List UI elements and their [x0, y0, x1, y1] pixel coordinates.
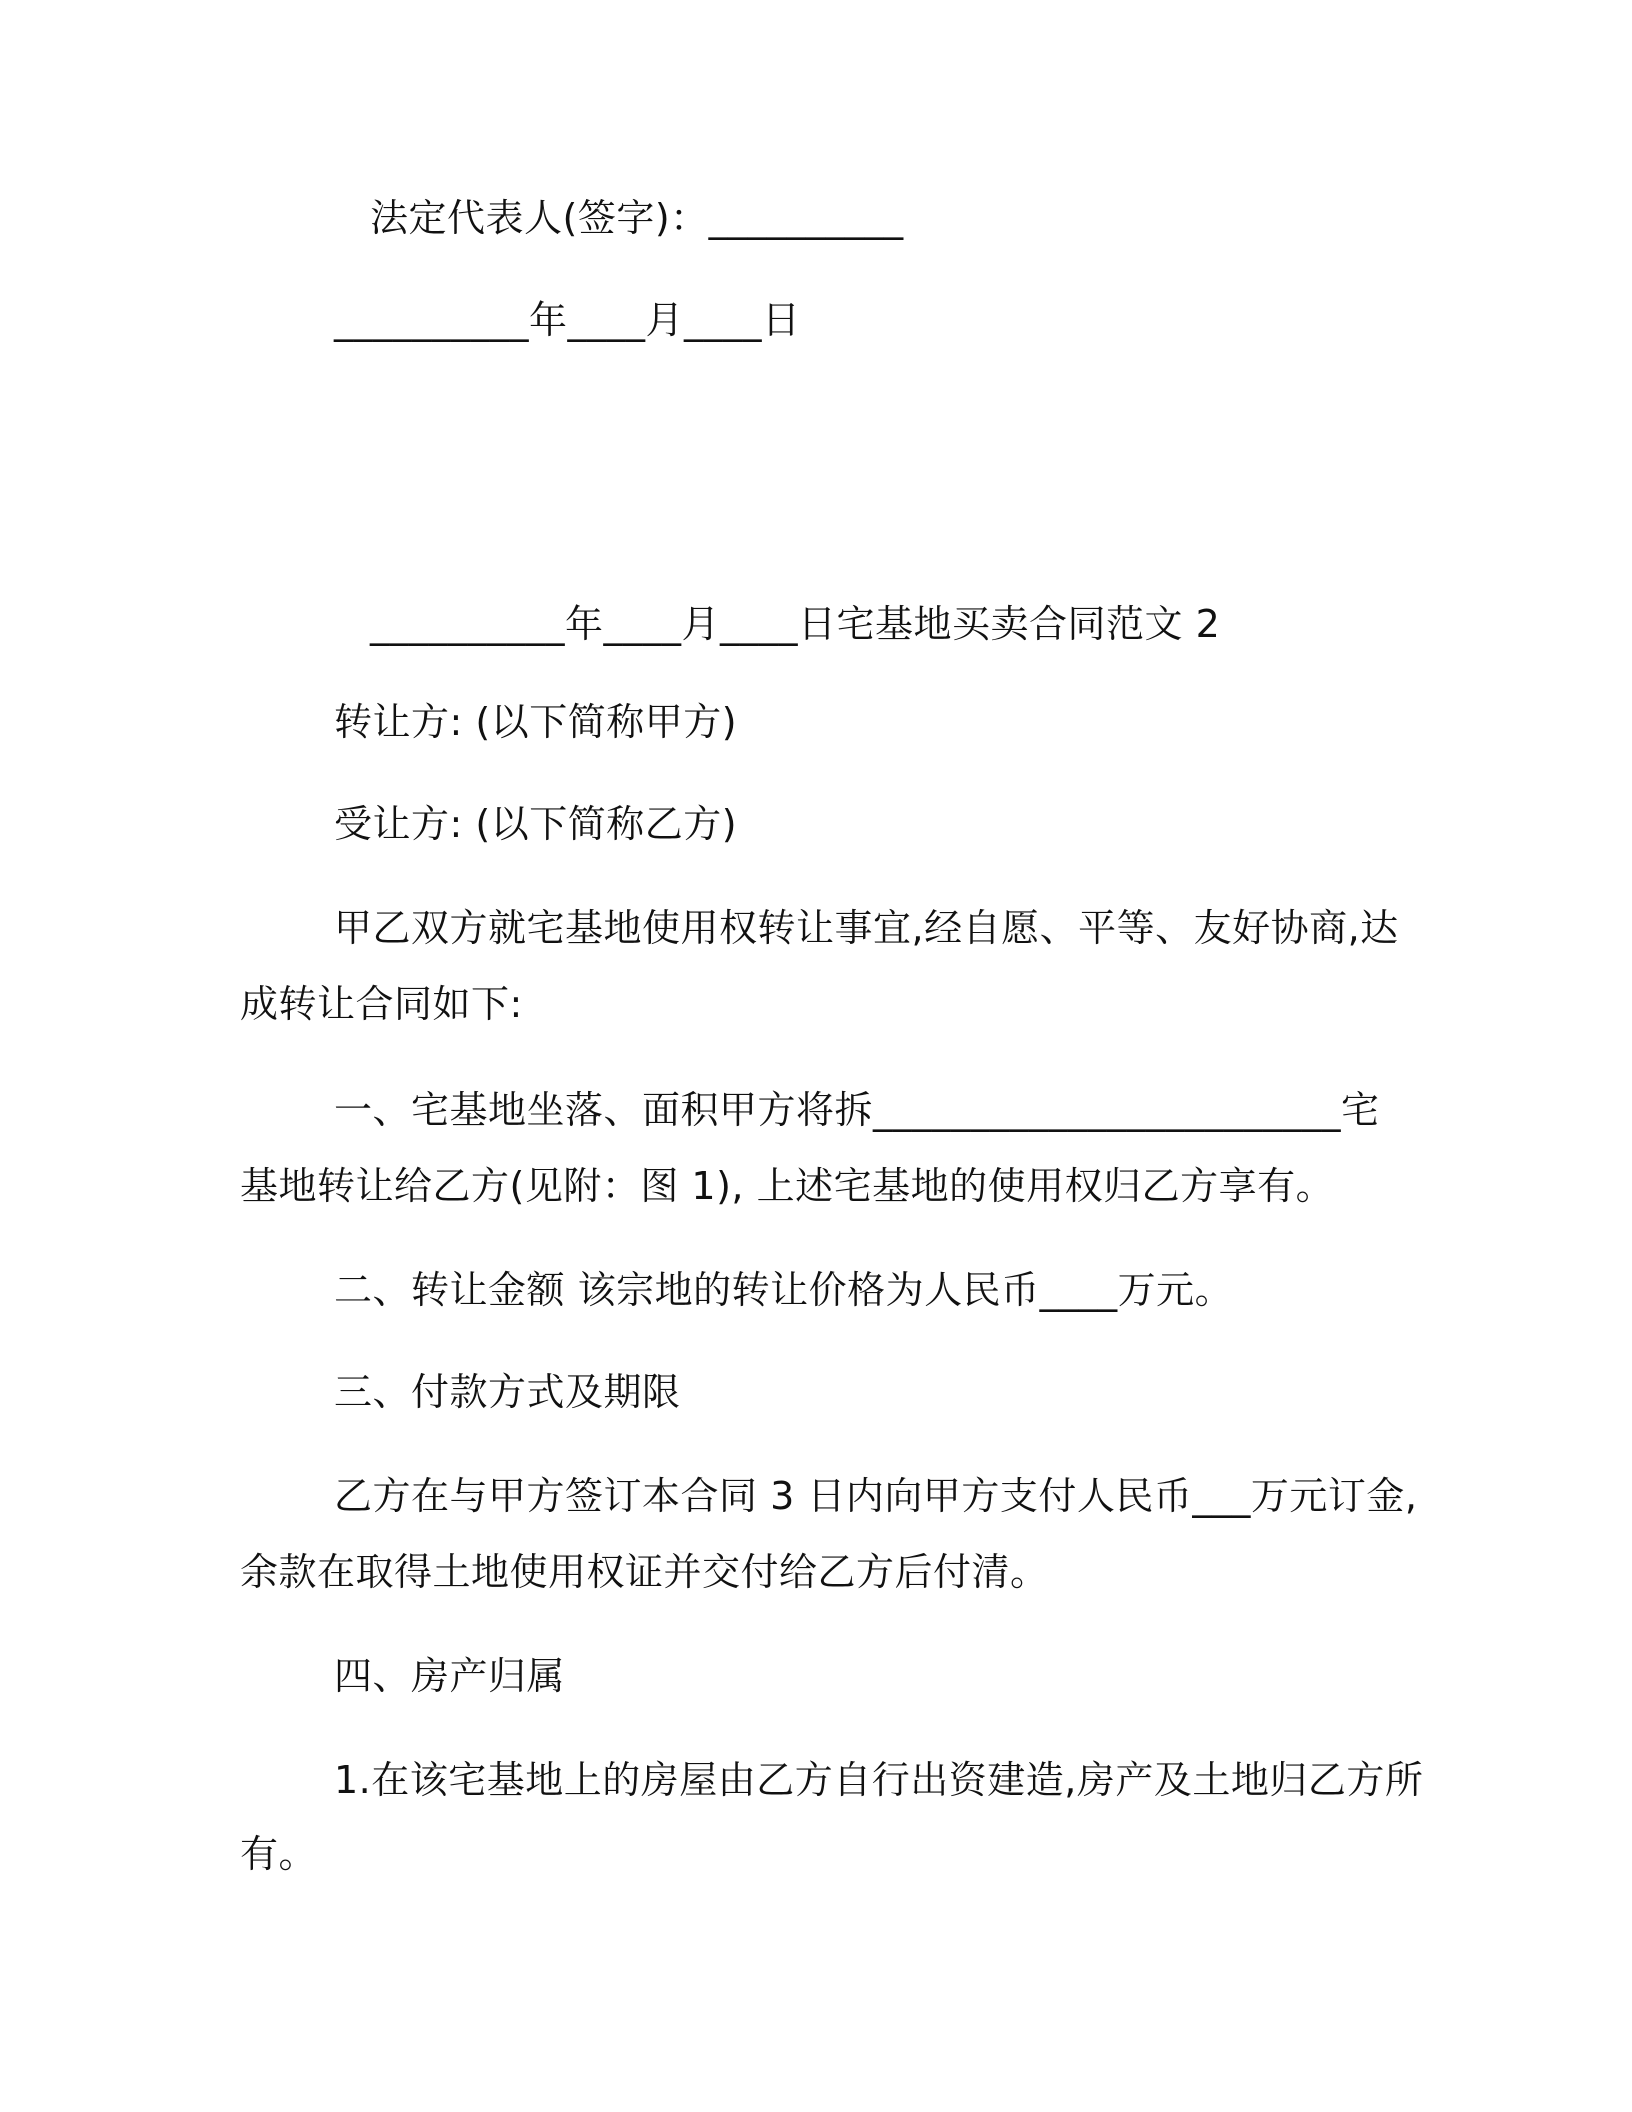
preamble-line-2: 成转让合同如下: [240, 982, 523, 1026]
clause-3-line-2: 余款在取得土地使用权证并交付给乙方后付清。 [240, 1550, 1049, 1594]
transferee-line: 受让方: (以下简称乙方) [334, 802, 738, 846]
clause-1-line-2: 基地转让给乙方(见附：图 1), 上述宅基地的使用权归乙方享有。 [240, 1164, 1335, 1208]
signature-date-line: __________年____月____日 [334, 298, 801, 342]
transferor-line: 转让方: (以下简称甲方) [334, 700, 738, 744]
contract-title: __________年____月____日宅基地买卖合同范文 2 [370, 602, 1221, 646]
legal-rep-signature-line: 法定代表人(签字)：__________ [370, 196, 904, 240]
clause-3-heading: 三、付款方式及期限 [334, 1370, 681, 1414]
clause-4-item-1-line-1: 1.在该宅基地上的房屋由乙方自行出资建造,房产及土地归乙方所 [334, 1758, 1424, 1802]
preamble-line-1: 甲乙双方就宅基地使用权转让事宜,经自愿、平等、友好协商,达 [334, 906, 1399, 950]
clause-3-line-1: 乙方在与甲方签订本合同 3 日内向甲方支付人民币___万元订金, [334, 1474, 1418, 1518]
clause-4-item-1-line-2: 有。 [240, 1832, 318, 1876]
clause-1-line-1: 一、宅基地坐落、面积甲方将拆________________________宅 [334, 1088, 1380, 1132]
clause-4-heading: 四、房产归属 [334, 1654, 566, 1698]
clause-2-line: 二、转让金额 该宗地的转让价格为人民币____万元。 [334, 1268, 1234, 1312]
